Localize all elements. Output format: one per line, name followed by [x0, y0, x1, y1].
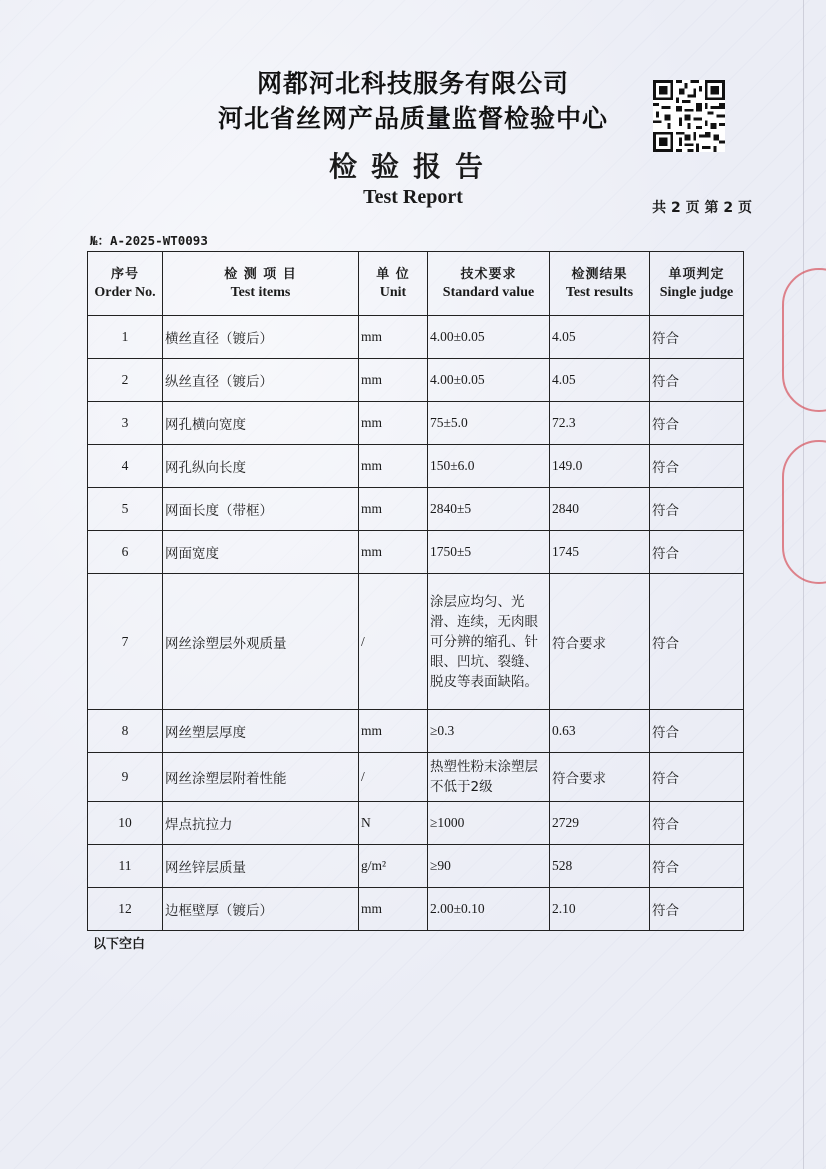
row-no: 3 — [88, 402, 163, 445]
qr-code-icon — [653, 80, 725, 152]
row-item: 网孔横向宽度 — [163, 402, 359, 445]
row-item: 网丝塑层厚度 — [163, 710, 359, 753]
org-name-line2: 河北省丝网产品质量监督检验中心 — [217, 104, 608, 133]
row-judge: 符合 — [650, 845, 744, 888]
row-unit: / — [359, 753, 428, 802]
row-result: 528 — [550, 845, 650, 888]
report-title-en: Test Report — [363, 186, 463, 208]
row-unit: mm — [359, 316, 428, 359]
row-item: 边框壁厚（镀后） — [163, 888, 359, 931]
row-result: 149.0 — [550, 445, 650, 488]
table-row — [88, 316, 744, 359]
col-header-results: 检测结果 Test results — [550, 252, 650, 316]
test-results-table — [87, 251, 744, 931]
row-judge: 符合 — [650, 445, 744, 488]
red-seal-stamp — [782, 268, 826, 412]
row-item: 网面宽度 — [163, 531, 359, 574]
red-seal-stamp — [782, 440, 826, 584]
row-judge: 符合 — [650, 531, 744, 574]
row-standard: 2.00±0.10 — [428, 888, 550, 931]
row-result: 72.3 — [550, 402, 650, 445]
row-result: 符合要求 — [550, 574, 650, 710]
row-unit: mm — [359, 531, 428, 574]
row-no: 8 — [88, 710, 163, 753]
row-standard: 75±5.0 — [428, 402, 550, 445]
row-standard: 热塑性粉末涂塑层不低于2级 — [428, 753, 550, 802]
row-judge: 符合 — [650, 359, 744, 402]
row-no: 4 — [88, 445, 163, 488]
row-no: 9 — [88, 753, 163, 802]
blank-below-note: 以下空白 — [93, 937, 146, 952]
row-result: 符合要求 — [550, 753, 650, 802]
row-result: 2840 — [550, 488, 650, 531]
table-row — [88, 710, 744, 753]
row-result: 2.10 — [550, 888, 650, 931]
row-no: 5 — [88, 488, 163, 531]
row-no: 10 — [88, 802, 163, 845]
row-judge: 符合 — [650, 888, 744, 931]
table-row — [88, 359, 744, 402]
row-item: 纵丝直径（镀后） — [163, 359, 359, 402]
row-judge: 符合 — [650, 802, 744, 845]
report-title-cn: 检验报告 — [328, 150, 497, 183]
row-result: 0.63 — [550, 710, 650, 753]
table-row — [88, 488, 744, 531]
table-row — [88, 802, 744, 845]
row-judge: 符合 — [650, 753, 744, 802]
row-judge: 符合 — [650, 710, 744, 753]
row-result: 4.05 — [550, 316, 650, 359]
table-row — [88, 531, 744, 574]
row-standard: 4.00±0.05 — [428, 316, 550, 359]
row-standard: 150±6.0 — [428, 445, 550, 488]
row-result: 4.05 — [550, 359, 650, 402]
row-standard: ≥1000 — [428, 802, 550, 845]
table-row — [88, 574, 744, 710]
row-no: 6 — [88, 531, 163, 574]
row-item: 横丝直径（镀后） — [163, 316, 359, 359]
page-info: 共 2 页 第 2 页 — [652, 200, 752, 216]
table-row — [88, 845, 744, 888]
table-row — [88, 888, 744, 931]
row-standard: 涂层应均匀、光滑、连续，无肉眼可分辨的缩孔、针眼、凹坑、裂缝、脱皮等表面缺陷。 — [428, 574, 550, 710]
col-header-judge: 单项判定 Single judge — [650, 252, 744, 316]
row-unit: mm — [359, 888, 428, 931]
row-no: 11 — [88, 845, 163, 888]
row-judge: 符合 — [650, 574, 744, 710]
row-unit: / — [359, 574, 428, 710]
row-item: 网丝锌层质量 — [163, 845, 359, 888]
row-no: 7 — [88, 574, 163, 710]
row-item: 网丝涂塑层附着性能 — [163, 753, 359, 802]
col-header-unit: 单 位 Unit — [359, 252, 428, 316]
row-judge: 符合 — [650, 402, 744, 445]
table-row — [88, 445, 744, 488]
col-header-standard: 技术要求 Standard value — [428, 252, 550, 316]
org-name-line1: 网都河北科技服务有限公司 — [256, 69, 569, 98]
row-no: 12 — [88, 888, 163, 931]
row-item: 网孔纵向长度 — [163, 445, 359, 488]
row-item: 焊点抗拉力 — [163, 802, 359, 845]
row-standard: ≥0.3 — [428, 710, 550, 753]
row-no: 2 — [88, 359, 163, 402]
row-unit: mm — [359, 402, 428, 445]
row-no: 1 — [88, 316, 163, 359]
row-unit: N — [359, 802, 428, 845]
row-standard: 2840±5 — [428, 488, 550, 531]
row-unit: mm — [359, 359, 428, 402]
row-unit: g/m² — [359, 845, 428, 888]
row-unit: mm — [359, 710, 428, 753]
report-number: №：A-2025-WT0093 — [90, 233, 208, 248]
col-header-order-no: 序号 Order No. — [88, 252, 163, 316]
table-header-row — [88, 252, 744, 316]
row-standard: 4.00±0.05 — [428, 359, 550, 402]
table-row — [88, 402, 744, 445]
row-result: 2729 — [550, 802, 650, 845]
row-standard: ≥90 — [428, 845, 550, 888]
table-row — [88, 753, 744, 802]
row-judge: 符合 — [650, 488, 744, 531]
row-unit: mm — [359, 445, 428, 488]
col-header-test-items: 检 测 项 目 Test items — [163, 252, 359, 316]
row-item: 网面长度（带框） — [163, 488, 359, 531]
row-judge: 符合 — [650, 316, 744, 359]
row-unit: mm — [359, 488, 428, 531]
row-item: 网丝涂塑层外观质量 — [163, 574, 359, 710]
row-result: 1745 — [550, 531, 650, 574]
row-standard: 1750±5 — [428, 531, 550, 574]
